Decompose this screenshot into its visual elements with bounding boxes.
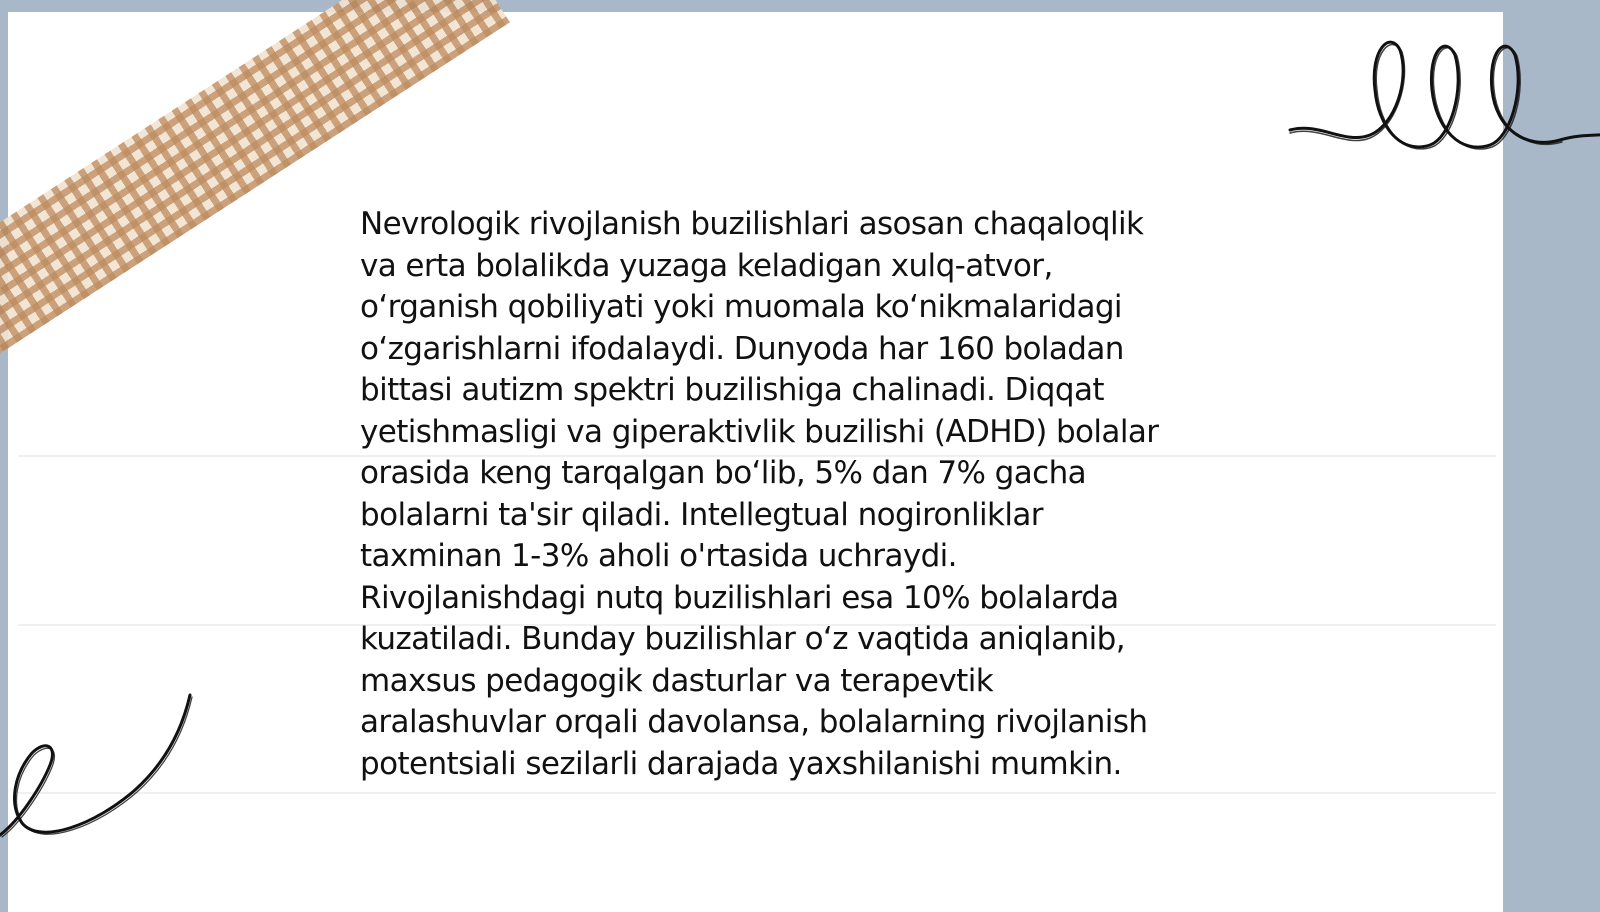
ruled-line	[18, 792, 1496, 794]
swirl-doodle-icon	[0, 695, 200, 845]
loop-squiggle-icon	[1290, 30, 1600, 160]
body-paragraph: Nevrologik rivojlanish buzilishlari asosan chaqaloqlik va erta bolalikda yuzaga keladigan xulq-atvor, o‘rganish qobiliyati yoki muomala ko‘nikmalaridagi o‘zgarishlarni ifodalaydi. Dunyoda har 160 boladan bittasi autizm spektri buzilishiga chalinadi. Diqqat yetishmasligi va giperaktivlik buzilishi (ADHD) bolalar orasida keng tarqalgan bo‘lib, 5% dan 7% gacha bolalarni ta'sir qiladi. Intellegtual nogironliklar taxminan 1-3% aholi o'rtasida uchraydi. Rivojlanishdagi nutq buzilishlari esa 10% bolalarda kuzatiladi. Bunday buzilishlar o‘z vaqtida aniqlanib, maxsus pedagogik dasturlar va terapevtik aralashuvlar orqali davolansa, bolalarning rivojlanish potentsiali sezilarli darajada yaxshilanishi mumkin.	[360, 206, 1159, 782]
